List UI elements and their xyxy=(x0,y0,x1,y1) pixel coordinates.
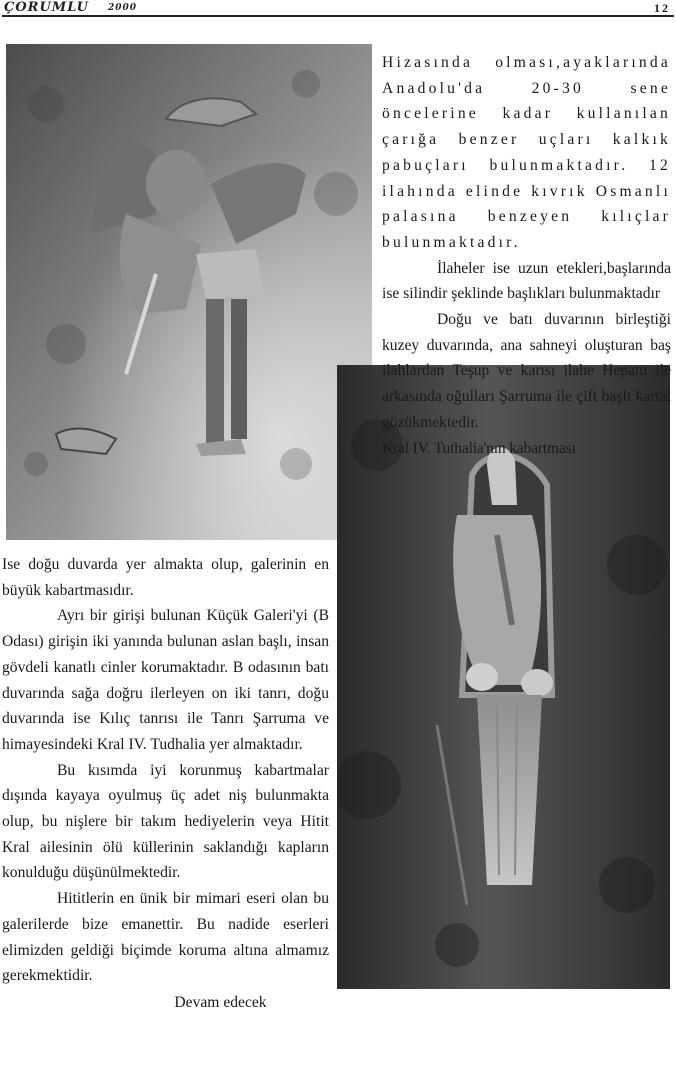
header-rule xyxy=(2,15,674,17)
paragraph: Ise doğu duvarda yer almakta olup, galerinin en büyük kabartmasıdır. xyxy=(2,556,329,599)
page-header xyxy=(0,0,676,18)
paragraph: İlaheler ise uzun etekleri,başlarında ise silindir şeklinde başlıkları bulunmaktadır xyxy=(382,259,671,303)
magazine-year: 2000 xyxy=(108,3,138,13)
paragraph: Hizasında olması,ayaklarında Anadolu'da 20-30 sene öncelerine kadar kullanılan çarığa benzer uçları kalkık pabuçları bulunmaktadır. 12 ilahında elinde kıvrık Osmanlı palasına benzeyen kılıçlar bulunmaktadır. xyxy=(382,54,671,251)
paragraph: Hititlerin en ünik bir mimari eseri olan bu galerilerde bize emanettir. Bu nadide eserleri elimizden geldiği biçimde koruma altına almamız gerekmektidir. xyxy=(2,890,329,985)
continued-note: Devam edecek xyxy=(174,993,267,1011)
paragraph: Bu kısımda iyi korunmuş kabartmalar dışında kayaya oyulmuş üç adet niş bulunmakta olup, bu nişlere bir takım hediyelerin veya Hitit Kral ailesinin ölü küllerinin saklandığı kapların konulduğu düşünülmektedir. xyxy=(2,761,329,882)
paragraph: Doğu ve batı duvarının birleştiği kuzey duvarında, ana sahneyi oluşturan baş ilahlardan Teşup ve karısı ilahe Hepatu ile arkasında oğulları Şarruma ile çift başlı kartal gözükmektedir. xyxy=(382,311,671,431)
photo-caption: Kral IV. Tuthalia'nın kabartması xyxy=(382,439,576,457)
god-relief-photo xyxy=(6,44,372,540)
left-text-column xyxy=(2,552,329,1016)
god-relief-image xyxy=(6,44,372,540)
page-number: 12 xyxy=(654,1,670,15)
paragraph: Ayrı bir girişi bulunan Küçük Galeri'yi (B Odası) girişin iki yanında bulunan aslan başlı, insan gövdeli kanatlı cinler korumaktadır. B odasının batı duvarında sağa doğru ilerleyen on iki tanrı, doğu duvarında ise Kılıç tanrısı ile Tanrı Şarruma ve himayesindeki Kral IV. Tudhalia yer almaktadır. xyxy=(2,607,329,753)
magazine-title: ÇORUMLU xyxy=(4,0,89,15)
right-text-column xyxy=(382,50,671,461)
